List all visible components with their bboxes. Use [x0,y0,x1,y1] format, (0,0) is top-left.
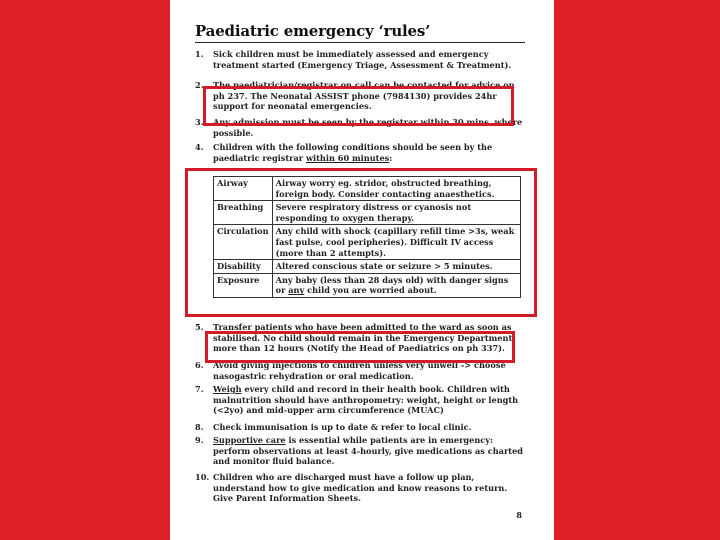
rule-text-underlined: Supportive care [213,435,286,445]
rule-number: 9. [195,435,204,445]
rule-text: Children with the following conditions should be seen by the paediatric registrar [213,142,493,163]
rule-text: The paediatrician/registrar on call can be contacted for advice on ph 237. The Neonatal ASSIST phone (7984130) provides 24hr support for neonatal emergencies. [213,80,515,112]
condition-description: Airway worry eg. stridor, obstructed breathing, foreign body. Consider contacting anaesthetics. [272,177,520,201]
rule-text-underlined: within 60 minutes [305,152,390,163]
rule-text: Sick children must be immediately assessed and emergency treatment started (Emergency Triage, Assessment & Treatment). [213,49,512,70]
condition-description-part: Any baby (less than 28 days old) with danger signs or [275,274,509,296]
condition-description-part: child you are worried about. [304,285,437,296]
condition-category: Breathing [214,201,273,225]
rule-number: 2. [195,80,204,90]
document-title: Paediatric emergency ‘rules’ [195,22,525,43]
rule-text: is essential while patients are in emergency: perform observations at least 4-hourly, give medications as charted and monitor fluid balance. [213,435,524,467]
condition-description: Any child with shock (capillary refill time >3s, weak fast pulse, cool peripheries). Difficult IV access (more than 2 attempts). [272,225,520,260]
condition-description-underlined: any [288,285,305,296]
rule-text: every child and record in their health book. Children with malnutrition should have anthropometry: weight, height or length (<2yo) and mid-upper arm circumference (MUAC) [213,384,519,416]
rule-text: Transfer patients who have been admitted to the ward as soon as stabilised. No child should remain in the Emergency Department more than 12 hours (Notify the Head of Paediatrics on ph 337). [213,322,513,354]
rule-number: 6. [195,360,204,370]
condition-description: Altered conscious state or seizure > 5 minutes. [272,260,520,274]
condition-category: Airway [214,177,273,201]
rule-text-underlined: Weigh [213,384,242,394]
highlight-box-neonatal-assist [203,86,514,126]
rule-text: Check immunisation is up to date & refer to local clinic. [213,422,472,432]
rule-text: Any admission must be seen by the registrar within 30 mins, where possible. [213,117,523,138]
condition-category: Disability [214,260,273,274]
highlight-box-conditions-table [185,168,537,317]
condition-description: Severe respiratory distress or cyanosis not responding to oxygen therapy. [272,201,520,225]
rule-text: Avoid giving injections to children unless very unwell -> choose nasogastric rehydration or oral medication. [213,360,506,381]
rule-number: 1. [195,49,204,59]
rule-number: 10. [195,472,210,482]
rule-number: 8. [195,422,204,432]
rule-number: 5. [195,322,204,332]
rule-number: 7. [195,384,204,394]
highlight-box-twelve-hours [205,331,515,363]
condition-category: Circulation [214,225,273,260]
page-number: 8 [516,510,522,520]
rule-number: 4. [195,142,204,152]
rule-text: : [389,152,393,163]
rule-number: 3. [195,117,204,127]
condition-category: Exposure [214,273,273,297]
rule-text: Children who are discharged must have a follow up plan, understand how to give medication and know reasons to return. Give Parent Information Sheets. [213,472,508,504]
